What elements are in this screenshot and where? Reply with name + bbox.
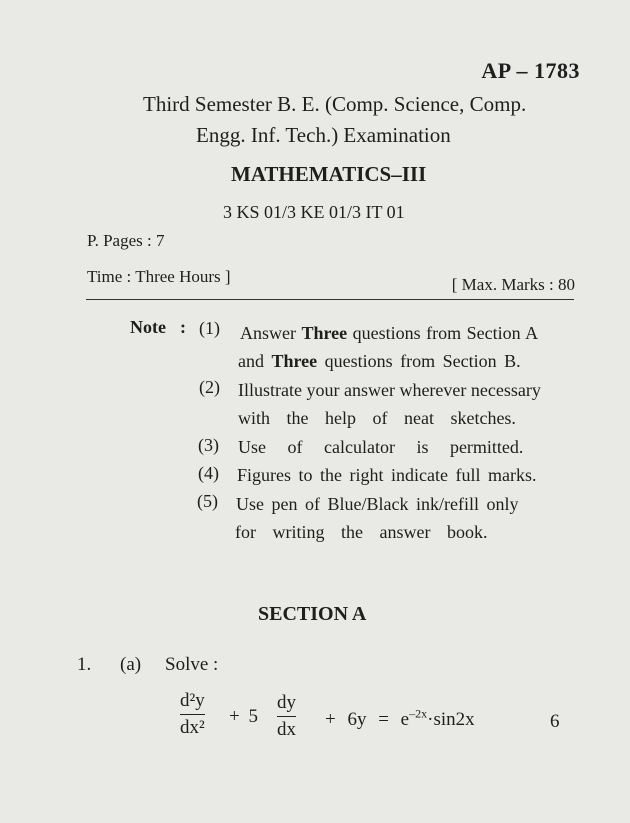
header-divider <box>86 299 574 300</box>
note-label: Note <box>130 317 166 337</box>
note-5-number: (5) <box>197 491 218 511</box>
paper-code: AP – 1783 <box>481 58 580 83</box>
exam-title-line2: Engg. Inf. Tech.) Examination <box>196 123 451 147</box>
exam-title-line1: Third Semester B. E. (Comp. Science, Comp. <box>143 92 527 116</box>
question-1a-instruction: Solve : <box>165 654 219 675</box>
fraction-denominator: dx <box>277 719 296 740</box>
page-count: P. Pages : 7 <box>87 231 165 250</box>
fraction-numerator: d²y <box>180 690 205 711</box>
fraction-numerator: dy <box>277 692 296 713</box>
note-3-line1: Use of calculator is permitted. <box>238 437 524 457</box>
note-1-line2: and Three questions from Section B. <box>238 351 521 371</box>
section-a-heading: SECTION A <box>258 603 367 625</box>
note-5-line2: for writing the answer book. <box>235 522 488 542</box>
max-marks: [ Max. Marks : 80 <box>451 275 575 294</box>
time-allowed: Time : Three Hours ] <box>87 267 231 286</box>
question-1a-marks: 6 <box>550 711 560 732</box>
note-5-line1: Use pen of Blue/Black ink/refill only <box>236 494 519 514</box>
exponent: –2x <box>409 706 428 721</box>
subject-title: MATHEMATICS–III <box>231 162 427 186</box>
note-2-line2: with the help of neat sketches. <box>238 408 516 428</box>
note-2-line1: Illustrate your answer wherever necessary <box>238 380 541 400</box>
subject-codes: 3 KS 01/3 KE 01/3 IT 01 <box>223 202 405 222</box>
question-1a-label: (a) <box>120 654 142 675</box>
equation-first-derivative <box>277 692 296 741</box>
note-colon: : <box>180 317 186 337</box>
note-4-number: (4) <box>198 463 219 483</box>
equation-rhs: + $6y = e^{-2x}\cdot\sin 2x$ <box>325 706 475 730</box>
fraction-denominator: dx² <box>180 717 205 738</box>
question-1-number: 1. <box>77 654 92 675</box>
note-1-line1: Answer Three questions from Section A <box>240 323 539 343</box>
note-1-number: (1) <box>199 318 220 338</box>
fraction-bar <box>180 714 205 715</box>
fraction-bar <box>277 716 296 717</box>
note-2-number: (2) <box>199 377 220 397</box>
equation-second-derivative <box>180 690 205 739</box>
note-4-line1: Figures to the right indicate full marks. <box>237 465 537 485</box>
equation-plus-five: + 5 <box>229 706 258 727</box>
note-3-number: (3) <box>198 435 219 455</box>
